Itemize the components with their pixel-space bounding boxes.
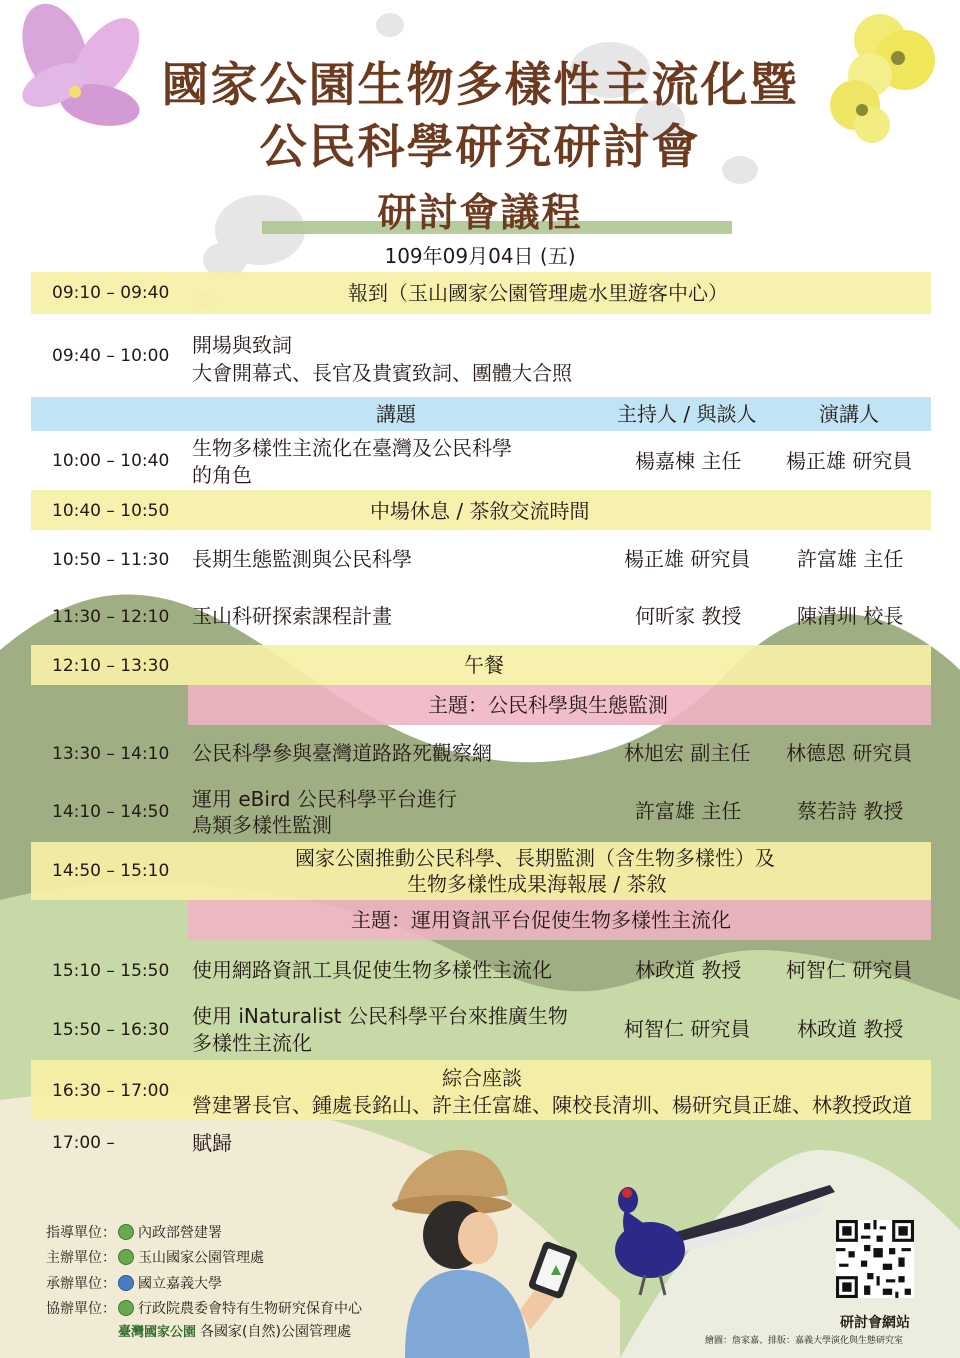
time-talk-5: 14:10 – 14:50 — [52, 802, 170, 822]
break-1-text: 中場休息 / 茶敘交流時間 — [370, 499, 590, 523]
yushan-park-logo-icon — [118, 1249, 134, 1265]
credit-line: 繪圖：詹家嘉、排版：嘉義大學演化與生態研究室 — [705, 1336, 904, 1346]
talk-3-speaker: 陳清圳 校長 — [797, 604, 904, 628]
time-talk-6: 15:10 – 15:50 — [52, 961, 170, 981]
talk-6-speaker: 柯智仁 研究員 — [786, 958, 913, 982]
sponsor-label: 主辦單位： — [46, 1250, 116, 1266]
taiwan-national-park-logo: 臺灣國家公園 — [118, 1325, 197, 1340]
talk-1-topic-line-2: 的角色 — [192, 463, 252, 487]
talk-6-topic: 使用網路資訊工具促使生物多樣性主流化 — [192, 958, 552, 982]
title-line-1: 國家公園生物多樣性主流化暨 — [161, 58, 799, 113]
talk-1-speaker: 楊正雄 研究員 — [786, 449, 913, 473]
sponsor-label: 指導單位： — [46, 1225, 116, 1241]
column-host: 主持人 / 與談人 — [617, 402, 757, 426]
column-topic: 講題 — [376, 402, 416, 426]
sponsor-name: 各國家(自然)公園管理處 — [200, 1324, 351, 1340]
theme-1-text: 主題：公民科學與生態監測 — [428, 693, 668, 717]
talk-5-host: 許富雄 主任 — [635, 799, 742, 823]
sponsor-row-organizer — [46, 1247, 264, 1267]
column-speaker: 演講人 — [819, 402, 879, 426]
time-talk-1: 10:00 – 10:40 — [52, 451, 170, 471]
sponsor-label: 協辦單位： — [46, 1301, 116, 1317]
title-line-2: 公民科學研究研討會 — [259, 120, 701, 175]
sponsor-name: 行政院農委會特有生物研究保育中心 — [138, 1301, 362, 1317]
time-registration: 09:10 – 09:40 — [52, 283, 170, 303]
time-talk-3: 11:30 – 12:10 — [52, 607, 170, 627]
talk-5-topic-line-1: 運用 eBird 公民科學平台進行 — [192, 787, 457, 811]
sponsor-row-co-organizer — [46, 1298, 362, 1318]
qr-label: 研討會網站 — [840, 1315, 910, 1331]
time-talk-4: 13:30 – 14:10 — [52, 744, 170, 764]
theme-2-text: 主題：運用資訊平台促使生物多樣性主流化 — [351, 908, 731, 932]
time-panel: 16:30 – 17:00 — [52, 1081, 170, 1101]
tesri-logo-icon — [118, 1300, 134, 1316]
talk-3-topic: 玉山科研探索課程計畫 — [192, 604, 392, 628]
talk-5-speaker: 蔡若詩 教授 — [797, 799, 904, 823]
time-opening: 09:40 – 10:00 — [52, 346, 170, 366]
close-text: 賦歸 — [192, 1131, 232, 1155]
lunch-text: 午餐 — [464, 653, 504, 677]
opening-detail: 大會開幕式、長官及貴賓致詞、團體大合照 — [192, 361, 572, 385]
break-2-line-2: 生物多樣性成果海報展 / 茶敘 — [407, 872, 667, 896]
registration-text: 報到（玉山國家公園管理處水里遊客中心） — [348, 281, 728, 305]
talk-5-topic-line-2: 鳥類多樣性監測 — [192, 813, 332, 837]
sponsor-row-executor — [46, 1273, 222, 1293]
opening-title: 開場與致詞 — [192, 333, 292, 357]
time-close: 17:00 – — [52, 1133, 115, 1153]
talk-3-host: 何昕家 教授 — [635, 604, 742, 628]
talk-4-host: 林旭宏 副主任 — [624, 741, 751, 765]
sponsor-name: 內政部營建署 — [138, 1225, 222, 1241]
time-talk-2: 10:50 – 11:30 — [52, 550, 170, 570]
talk-1-host: 楊嘉棟 主任 — [635, 449, 742, 473]
panel-title: 綜合座談 — [442, 1066, 522, 1090]
talk-4-speaker: 林德恩 研究員 — [786, 741, 913, 765]
talk-2-speaker: 許富雄 主任 — [797, 547, 904, 571]
ncyu-logo-icon — [118, 1275, 134, 1291]
sponsor-name: 玉山國家公園管理處 — [138, 1250, 264, 1266]
event-date: 109年09月04日 (五) — [384, 244, 576, 268]
cpami-logo-icon — [118, 1224, 134, 1240]
talk-4-topic: 公民科學參與臺灣道路路死觀察網 — [192, 741, 492, 765]
break-2-line-1: 國家公園推動公民科學、長期監測（含生物多樣性）及 — [295, 846, 775, 870]
sponsor-row-supervisor — [46, 1222, 222, 1242]
talk-7-speaker: 林政道 教授 — [797, 1017, 904, 1041]
talk-2-host: 楊正雄 研究員 — [624, 547, 751, 571]
sponsor-row-national-parks — [118, 1321, 351, 1341]
sponsor-name: 國立嘉義大學 — [138, 1276, 222, 1292]
time-break-2: 14:50 – 15:10 — [52, 861, 170, 881]
talk-1-topic-line-1: 生物多樣性主流化在臺灣及公民科學 — [192, 436, 512, 460]
talk-7-host: 柯智仁 研究員 — [624, 1017, 751, 1041]
time-break-1: 10:40 – 10:50 — [52, 501, 170, 521]
talk-7-topic-line-2: 多樣性主流化 — [192, 1031, 312, 1055]
talk-7-topic-line-1: 使用 iNaturalist 公民科學平台來推廣生物 — [192, 1004, 568, 1028]
band-column-header — [31, 397, 931, 431]
time-talk-7: 15:50 – 16:30 — [52, 1020, 170, 1040]
subtitle: 研討會議程 — [377, 191, 583, 236]
talk-6-host: 林政道 教授 — [635, 958, 742, 982]
talk-2-topic: 長期生態監測與公民科學 — [192, 547, 412, 571]
panel-participants: 營建署長官、鍾處長銘山、許主任富雄、陳校長清圳、楊研究員正雄、林教授政道 — [192, 1093, 912, 1117]
qr-code[interactable] — [836, 1220, 914, 1298]
sponsor-label: 承辦單位： — [46, 1276, 116, 1292]
time-lunch: 12:10 – 13:30 — [52, 656, 170, 676]
